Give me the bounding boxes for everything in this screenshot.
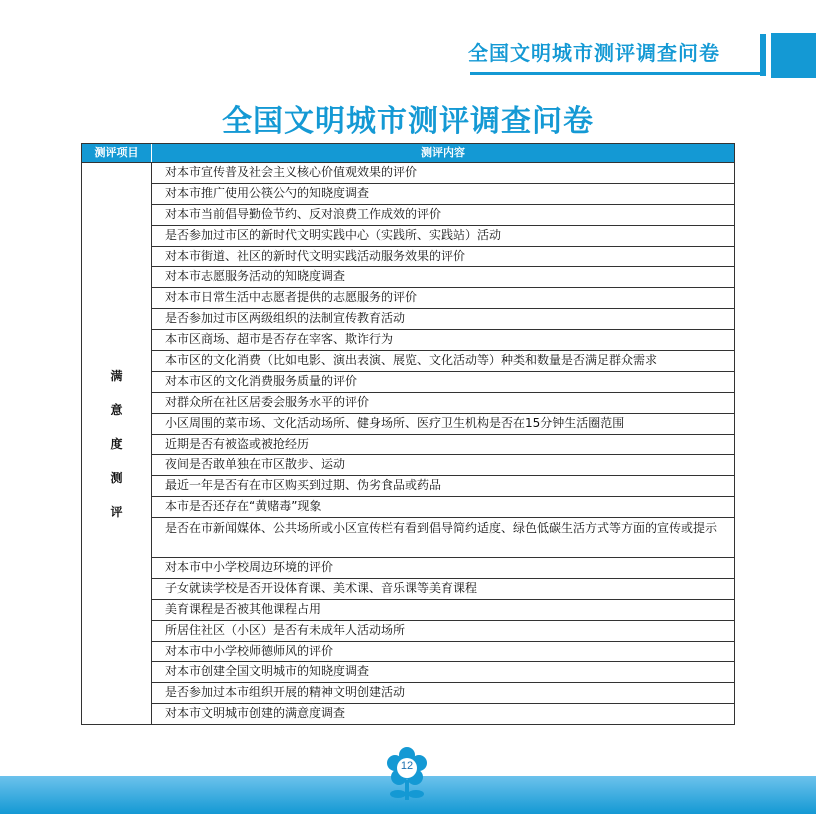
table-row: 所居住社区（小区）是否有未成年人活动场所 xyxy=(152,621,734,642)
survey-table xyxy=(81,143,735,725)
header-accent-bar xyxy=(760,34,766,76)
table-body xyxy=(82,162,734,724)
table-row: 本市区的文化消费（比如电影、演出表演、展览、文化活动等）种类和数量是否满足群众需求 xyxy=(152,351,734,372)
flower-icon xyxy=(384,746,430,808)
table-row: 对本市创建全国文明城市的知晓度调查 xyxy=(152,662,734,683)
header-rule xyxy=(470,72,763,75)
table-row: 是否在市新闻媒体、公共场所或小区宣传栏有看到倡导简约适度、绿色低碳生活方式等方面的宣传或提示 xyxy=(152,518,734,558)
table-row: 是否参加过市区的新时代文明实践中心（实践所、实践站）活动 xyxy=(152,226,734,247)
table-row: 夜间是否敢单独在市区散步、运动 xyxy=(152,455,734,476)
category-cell xyxy=(82,163,152,724)
table-row: 对本市日常生活中志愿者提供的志愿服务的评价 xyxy=(152,288,734,309)
table-row: 对本市宣传普及社会主义核心价值观效果的评价 xyxy=(152,163,734,184)
table-row: 对群众所在社区居委会服务水平的评价 xyxy=(152,393,734,414)
table-row: 是否参加过市区两级组织的法制宣传教育活动 xyxy=(152,309,734,330)
table-row: 子女就读学校是否开设体育课、美术课、音乐课等美育课程 xyxy=(152,579,734,600)
table-row: 对本市街道、社区的新时代文明实践活动服务效果的评价 xyxy=(152,247,734,268)
table-row: 本市是否还存在“黄赌毒”现象 xyxy=(152,497,734,518)
page-title: 全国文明城市测评调查问卷 xyxy=(222,104,594,139)
table-row: 近期是否有被盗或被抢经历 xyxy=(152,435,734,456)
column-header-content: 测评内容 xyxy=(421,146,465,159)
table-header xyxy=(82,144,734,162)
table-row: 对本市区的文化消费服务质量的评价 xyxy=(152,372,734,393)
header-title: 全国文明城市测评调查问卷 xyxy=(468,41,720,65)
table-row: 是否参加过本市组织开展的精神文明创建活动 xyxy=(152,683,734,704)
content-rows xyxy=(152,163,734,724)
table-row: 对本市志愿服务活动的知晓度调查 xyxy=(152,267,734,288)
column-header-item: 测评项目 xyxy=(82,144,152,162)
table-row: 对本市中小学校师德师风的评价 xyxy=(152,642,734,663)
category-char: 度 xyxy=(110,436,123,451)
category-char: 意 xyxy=(110,402,123,417)
page-number: 12 xyxy=(400,760,414,772)
category-char: 测 xyxy=(110,470,123,485)
table-row: 小区周围的菜市场、文化活动场所、健身场所、医疗卫生机构是否在15分钟生活圈范围 xyxy=(152,414,734,435)
category-char: 评 xyxy=(110,504,123,519)
table-row: 美育课程是否被其他课程占用 xyxy=(152,600,734,621)
table-row: 本市区商场、超市是否存在宰客、欺诈行为 xyxy=(152,330,734,351)
header-accent-block xyxy=(771,33,816,78)
table-row: 对本市当前倡导勤俭节约、反对浪费工作成效的评价 xyxy=(152,205,734,226)
table-row: 对本市文明城市创建的满意度调查 xyxy=(165,706,346,721)
table-row: 最近一年是否有在市区购买到过期、伪劣食品或药品 xyxy=(152,476,734,497)
table-row: 对本市推广使用公筷公勺的知晓度调查 xyxy=(152,184,734,205)
category-char: 满 xyxy=(110,368,123,383)
table-row: 对本市中小学校周边环境的评价 xyxy=(152,558,734,579)
